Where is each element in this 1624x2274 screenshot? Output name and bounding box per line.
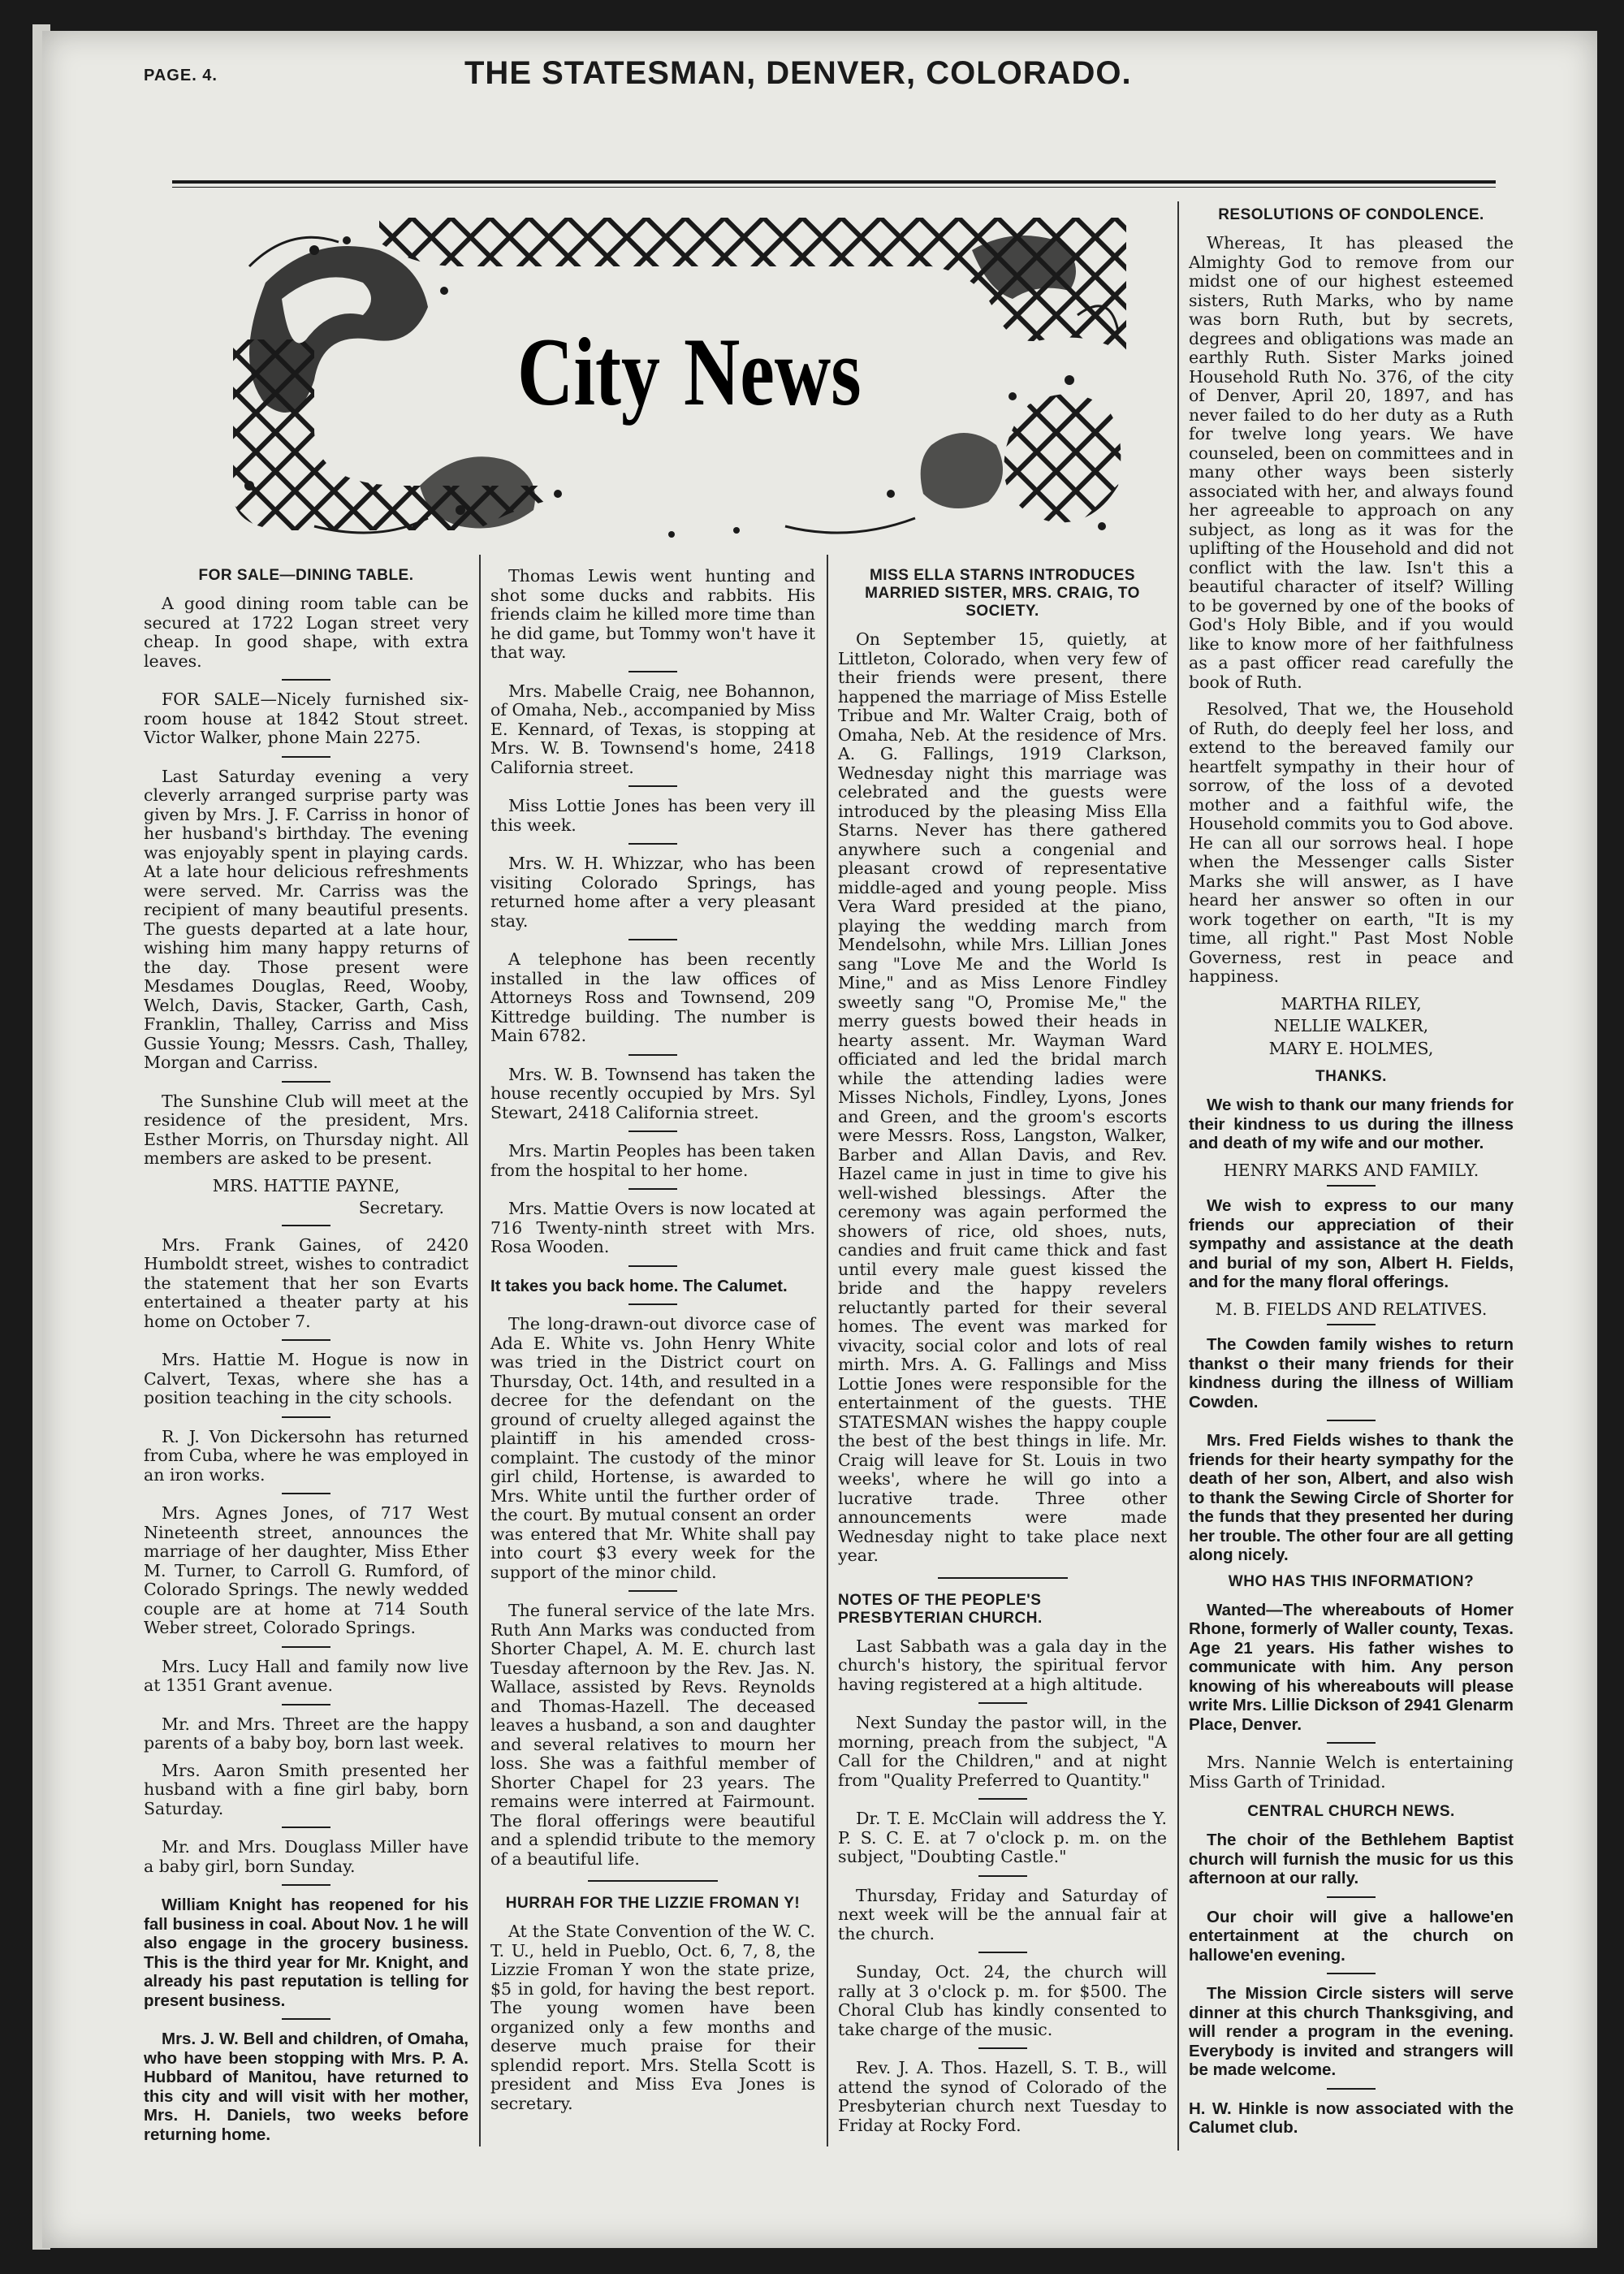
- separator: [1327, 1973, 1376, 1974]
- article-mission-circle: The Mission Circle sisters will serve dinner at this church Thanksgiving, and will render a program in the evening. Everybody is invited and strangers will be made welcome.: [1189, 1984, 1514, 2079]
- page-number: PAGE. 4.: [144, 67, 218, 84]
- city-news-banner: [217, 218, 1126, 547]
- article-thomas-lewis: Thomas Lewis went hunting and shot some ducks and rabbits. His friends claim he killed more time than he did game, but Tommy won't have it that way.: [490, 566, 815, 662]
- banner-title-city: City: [517, 317, 660, 426]
- separator: [628, 1131, 677, 1132]
- separator: [282, 756, 330, 758]
- article-gala-sabbath: Last Sabbath was a gala day in the church's history, the spiritual fervor having registered at a high altitude.: [838, 1636, 1167, 1694]
- article-martin-peoples: Mrs. Martin Peoples has been taken from the hospital to her home.: [490, 1141, 815, 1180]
- article-douglass-miller: Mr. and Mrs. Douglass Miller have a baby girl, born Sunday.: [144, 1837, 469, 1876]
- separator: [628, 671, 677, 672]
- separator: [1327, 2088, 1376, 2090]
- headline-central-church: CENTRAL CHURCH NEWS.: [1247, 1803, 1455, 1820]
- headline-dining-table: FOR SALE—DINING TABLE.: [198, 567, 414, 584]
- article-divorce-case: The long-drawn-out divorce case of Ada E. White vs. John Henry White was tried in the District court on Thursday, Oct. 14th, and resulted in a decree for the defendant on the ground of cruelty alleged against the plaintiff in his amended cross-complaint. The custody of the minor girl child, Hortense, is awarded to Mrs. White until the further order of the court. By mutual consent an order was entered that Mr. White shall pay into court $3 every week for the support of the minor child.: [490, 1314, 815, 1582]
- article-church-rally: Sunday, Oct. 24, the church will rally at 3 o'clock p. m. for $500. The Choral Club has kindly consented to take charge of the music.: [838, 1962, 1167, 2039]
- separator: [282, 679, 330, 681]
- article-next-sunday: Next Sunday the pastor will, in the morning, preach from the subject, "A Call for the Children," and at night from "Quality Preferred to Quantity.": [838, 1713, 1167, 1790]
- article-lucy-hall: Mrs. Lucy Hall and family now live at 1351 Grant avenue.: [144, 1656, 469, 1695]
- article-fred-fields: Mrs. Fred Fields wishes to thank the friends for their hearty sympathy for the death of her son, Albert, and also wish to thank the Sewing Circle of Shorter for the funds that they presented her during her trouble. The other four are all getting along nicely.: [1189, 1431, 1514, 1564]
- article-bethlehem-choir: The choir of the Bethlehem Baptist church will furnish the music for us this afternoon at our rally.: [1189, 1831, 1514, 1887]
- article-wctu-convention: At the State Convention of the W. C. T. U., held in Pueblo, Oct. 6, 7, 8, the Lizzie Froman Y won the state prize, $5 in gold, for having the best report. The young women have been organized only a few months and deserve much praise for their splendid report. Mrs. Stella Scott is president and Miss Eva Jones is secretary.: [490, 1922, 815, 2113]
- separator: [1327, 1742, 1376, 1744]
- banner-title-news: News: [684, 317, 862, 426]
- column-3: [838, 567, 1167, 2143]
- separator: [282, 1493, 330, 1494]
- article-frank-gaines: Mrs. Frank Gaines, of 2420 Humboldt street, wishes to contradict the statement that her son Evarts entertained a theater party at his home on October 7.: [144, 1234, 469, 1331]
- signature-fields: M. B. FIELDS AND RELATIVES.: [1215, 1299, 1488, 1319]
- article-funeral: The funeral service of the late Mrs. Ruth Ann Marks was conducted from Shorter Chapel, A. M. E. church last Tuesday afternoon by the Rev. Jas. N. Wallace, assisted by Revs. Reynolds and Thomas-Hazell. The deceased leaves a husband, a son and daughter and several relatives to mourn her loss. She was a faithful member of Shorter Chapel for 23 years. The remains were interred at Fairmount. The floral offerings were beautiful and a splendid tribute to the memory of a beautiful life.: [490, 1601, 815, 1869]
- article-thanks-marks: We wish to thank our many friends for their kindness to us during the illness and death of my wife and our mother.: [1189, 1096, 1514, 1152]
- separator: [628, 1054, 677, 1056]
- separator: [282, 1081, 330, 1083]
- newspaper-page: [42, 31, 1597, 2248]
- signature-name: MRS. HATTIE PAYNE,: [212, 1175, 400, 1195]
- article-lottie-jones: Miss Lottie Jones has been very ill this week.: [490, 796, 815, 835]
- separator: [282, 1704, 330, 1706]
- separator: [628, 939, 677, 940]
- separator-wide: [588, 1880, 718, 1882]
- article-resolved: Resolved, That we, the Household of Ruth, do deeply feel her loss, and extend to the bereaved family our heartfelt sympathy in their hour of sorrow, of the loss of a devoted mother and a faithful wife, the Household commits you to God above. He can all our sorrows heal. I hope when the Messenger calls Sister Marks she will answer, as I have heard her answer so often in our work together on earth, "It is my time, all right." Past Most Noble Governess, rest in peace and happiness.: [1189, 699, 1514, 986]
- separator: [978, 1702, 1027, 1704]
- article-mcclain: Dr. T. E. McClain will address the Y. P. S. C. E. at 7 o'clock p. m. on the subject, "Doubting Castle.": [838, 1809, 1167, 1866]
- newspaper-title: THE STATESMAN, DENVER, COLORADO.: [464, 55, 1132, 91]
- separator-wide: [938, 1577, 1068, 1579]
- article-halloween: Our choir will give a hallowe'en entertainment at the church on hallowe'en evening.: [1189, 1907, 1514, 1965]
- article-townsend: Mrs. W. B. Townsend has taken the house recently occupied by Mrs. Syl Stewart, 2418 California street.: [490, 1064, 815, 1122]
- separator: [628, 1188, 677, 1190]
- signature-marks-family: HENRY MARKS AND FAMILY.: [1223, 1160, 1479, 1180]
- separator: [1327, 1420, 1376, 1421]
- column-4: [1189, 201, 1514, 2146]
- signature-martha-riley: MARTHA RILEY,: [1281, 993, 1422, 1014]
- separator: [1327, 1185, 1376, 1187]
- article-thanks-fields: We wish to express to our many friends our appreciation of their sympathy and assistance at the death and burial of my son, Albert H. Fields, and for the many floral offerings.: [1189, 1196, 1514, 1291]
- column-rule: [827, 555, 828, 2146]
- separator: [282, 1884, 330, 1886]
- headline-who-has-info: WHO HAS THIS INFORMATION?: [1228, 1572, 1475, 1590]
- masthead-rule-thin: [172, 187, 1496, 188]
- separator: [628, 1590, 677, 1592]
- separator: [282, 1827, 330, 1828]
- article-dining-table: A good dining room table can be secured at 1722 Logan street very cheap. In good shape, with extra leaves.: [144, 594, 469, 671]
- headline-condolence: RESOLUTIONS OF CONDOLENCE.: [1218, 206, 1484, 223]
- article-sunshine-club: The Sunshine Club will meet at the residence of the president, Mrs. Esther Morris, on Thursday night. All members are asked to be present.: [144, 1091, 469, 1168]
- separator: [1327, 1896, 1376, 1898]
- signature-title: Secretary.: [358, 1198, 444, 1217]
- article-telephone: A telephone has been recently installed in the law offices of Attorneys Ross and Townsend, 209 Kittredge building. The number is Main 6782.: [490, 949, 815, 1045]
- separator: [628, 785, 677, 787]
- column-rule: [479, 555, 481, 2146]
- separator: [282, 1225, 330, 1226]
- column-1: [144, 567, 469, 2152]
- article-annual-fair: Thursday, Friday and Saturday of next week will be the annual fair at the church.: [838, 1885, 1167, 1943]
- headline-starns-craig: MISS ELLA STARNS INTRODUCES MARRIED SISTER, MRS. CRAIG, TO SOCIETY.: [865, 567, 1140, 620]
- article-house-for-sale: FOR SALE—Nicely furnished six-room house at 1842 Stout street. Victor Walker, phone Main 2275.: [144, 690, 469, 747]
- signature-mary-holmes: MARY E. HOLMES,: [1268, 1038, 1434, 1058]
- separator: [978, 1798, 1027, 1800]
- article-cowden: The Cowden family wishes to return thankst o their many friends for their kindness during the illness of William Cowden.: [1189, 1335, 1514, 1412]
- article-whizzar: Mrs. W. H. Whizzar, who has been visiting Colorado Springs, has returned home after a very pleasant stay.: [490, 854, 815, 931]
- article-hinkle: H. W. Hinkle is now associated with the Calumet club.: [1189, 2099, 1514, 2137]
- article-von-dickersohn: R. J. Von Dickersohn has returned from Cuba, where he was employed in an iron works.: [144, 1426, 469, 1485]
- separator: [978, 1875, 1027, 1877]
- separator: [282, 2018, 330, 2020]
- separator: [1327, 1324, 1376, 1325]
- article-jw-bell: Mrs. J. W. Bell and children, of Omaha, who have been stopping with Mrs. P. A. Hubbard of Manitou, have returned to this city and will visit with her mother, Mrs. H. Daniels, two weeks before returning home.: [144, 2030, 469, 2144]
- article-craig-wedding: On September 15, quietly, at Littleton, Colorado, when very few of their friends were present, there happened the marriage of Miss Estelle Tribue and Mr. Walter Craig, both of Omaha, Neb. At the residence of Mrs. A. G. Fallings, 1919 Clarkson, Wednesday night this marriage was celebrated and the guests were introduced by the pleasing Miss Ella Starns. Never has there gathered anywhere such a congenial and pleasant crowd of representative middle-aged and young people. Miss Vera Ward presided at the piano, playing the wedding march from Mendelsohn, while Mrs. Lillian Jones sang "Love Me and the World Is Mine," and as Miss Lenore Findley sweetly sang "O, Promise Me," the merry guests bowed their heads in hearty assent. Mr. Wayman Ward officiated and led the bridal march while the attending ladies were Misses Nichols, Findley, Lyons, Jones and Green, and the groom's escorts were Messrs. Ross, Langston, Walker, Barber and Allan Davis, and Rev. Hazel came in just in time to give his well-wished blessings. After the ceremony was again performed the showers of rice, old shoes, nuts, candies and fruit came thick and fast until every male guest kissed the bride and the happy revelers reluctantly parted for their several homes. The event was marked for vivacity, social color and lots of real mirth. Mrs. A. G. Fallings and Miss Lottie Jones were responsible for the entertainment of the guests. THE STATESMAN wishes the happy couple the best of the best things in life. Mr. Craig will leave for St. Louis in two weeks', where he will go into a lucrative trade. Three other announcements were made Wednesday night to take place next year.: [838, 629, 1167, 1565]
- article-threet: Mr. and Mrs. Threet are the happy parents of a baby boy, born last week.: [144, 1714, 469, 1753]
- separator: [628, 1265, 677, 1267]
- article-agnes-jones: Mrs. Agnes Jones, of 717 West Nineteenth street, announces the marriage of her daughter, Miss Ether M. Turner, to Carroll G. Rumford, of Colorado Springs. The newly wedded couple are at home at 714 South Weber street, Colorado Springs.: [144, 1503, 469, 1637]
- masthead-rule: [172, 180, 1496, 184]
- separator: [282, 1646, 330, 1648]
- separator: [978, 2047, 1027, 2049]
- headline-lizzie-froman: HURRAH FOR THE LIZZIE FROMAN Y!: [505, 1895, 801, 1912]
- separator: [978, 1952, 1027, 1953]
- column-rule: [1177, 201, 1179, 2151]
- article-whereas: Whereas, It has pleased the Almighty God to remove from our midst one of our highest esteemed sisters, Ruth Marks, who by name was born Ruth, but by secrets, degrees and obligations was made an earthly Ruth. Sister Marks joined Household Ruth No. 376, of the city of Denver, April 20, 1897, and has never failed to do her duty as a Ruth for twelve long years. We have counseled, been on committees and in many other ways been sisterly associated with her, and always found her agreeable to approach on any subject, as long as it was for the uplifting of the Household and did not conflict with the law. Isn't this a beautiful character of itself? Willing to be governed by one of the books of God's Holy Bible, and if you would like to know more of her faithfulness as a past officer read carefully the book of Ruth.: [1189, 233, 1514, 692]
- article-mattie-overs: Mrs. Mattie Overs is now located at 716 Twenty-ninth street with Mrs. Rosa Wooden.: [490, 1199, 815, 1256]
- article-nannie-welch: Mrs. Nannie Welch is entertaining Miss Garth of Trinidad.: [1189, 1753, 1514, 1792]
- signature-nellie-walker: NELLIE WALKER,: [1273, 1016, 1429, 1035]
- article-homer-rhone: Wanted—The whereabouts of Homer Rhone, formerly of Waller county, Texas. Age 21 years. His father wishes to communicate with him. Any person knowing of his whereabouts will please write Mrs. Lillie Dickson of 2941 Glenarm Place, Denver.: [1189, 1600, 1514, 1734]
- headline-presbyterian: NOTES OF THE PEOPLE'S PRESBYTERIAN CHURCH.: [838, 1591, 1043, 1627]
- separator: [282, 1339, 330, 1341]
- ad-calumet: It takes you back home. The Calumet.: [490, 1276, 788, 1295]
- article-rev-hazell: Rev. J. A. Thos. Hazell, S. T. B., will attend the synod of Colorado of the Presbyterian church next Tuesday to Friday at Rocky Ford.: [838, 2058, 1167, 2135]
- article-william-knight: William Knight has reopened for his fall business in coal. About Nov. 1 he will also engage in the grocery business. This is the third year for Mr. Knight, and already his past reputation is telling for present business.: [144, 1896, 469, 2010]
- article-mabelle-craig: Mrs. Mabelle Craig, nee Bohannon, of Omaha, Neb., accompanied by Miss E. Kennard, of Texas, is stopping at Mrs. W. B. Townsend's home, 2418 California street.: [490, 681, 815, 777]
- column-2: [490, 567, 815, 2121]
- article-hattie-hogue: Mrs. Hattie M. Hogue is now in Calvert, Texas, where she has a position teaching in the city schools.: [144, 1350, 469, 1407]
- separator: [628, 1303, 677, 1305]
- separator: [628, 843, 677, 845]
- article-aaron-smith: Mrs. Aaron Smith presented her husband with a fine girl baby, born Saturday.: [144, 1760, 469, 1818]
- headline-thanks: THANKS.: [1315, 1068, 1387, 1085]
- article-surprise-party: Last Saturday evening a very cleverly arranged surprise party was given by Mrs. J. F. Carriss in honor of her husband's birthday. The evening was enjoyably spent in playing cards. At a late hour delicious refreshments were served. Mr. Carriss was the recipient of many beautiful presents. The guests departed at a late hour, wishing him many happy returns of the day. Those present were Mesdames Douglas, Reed, Wooby, Welch, Davis, Stacker, Garth, Cash, Franklin, Thalley, Carriss and Miss Gussie Young; Messrs. Cash, Thalley, Morgan and Carriss.: [144, 766, 469, 1072]
- separator: [282, 1416, 330, 1418]
